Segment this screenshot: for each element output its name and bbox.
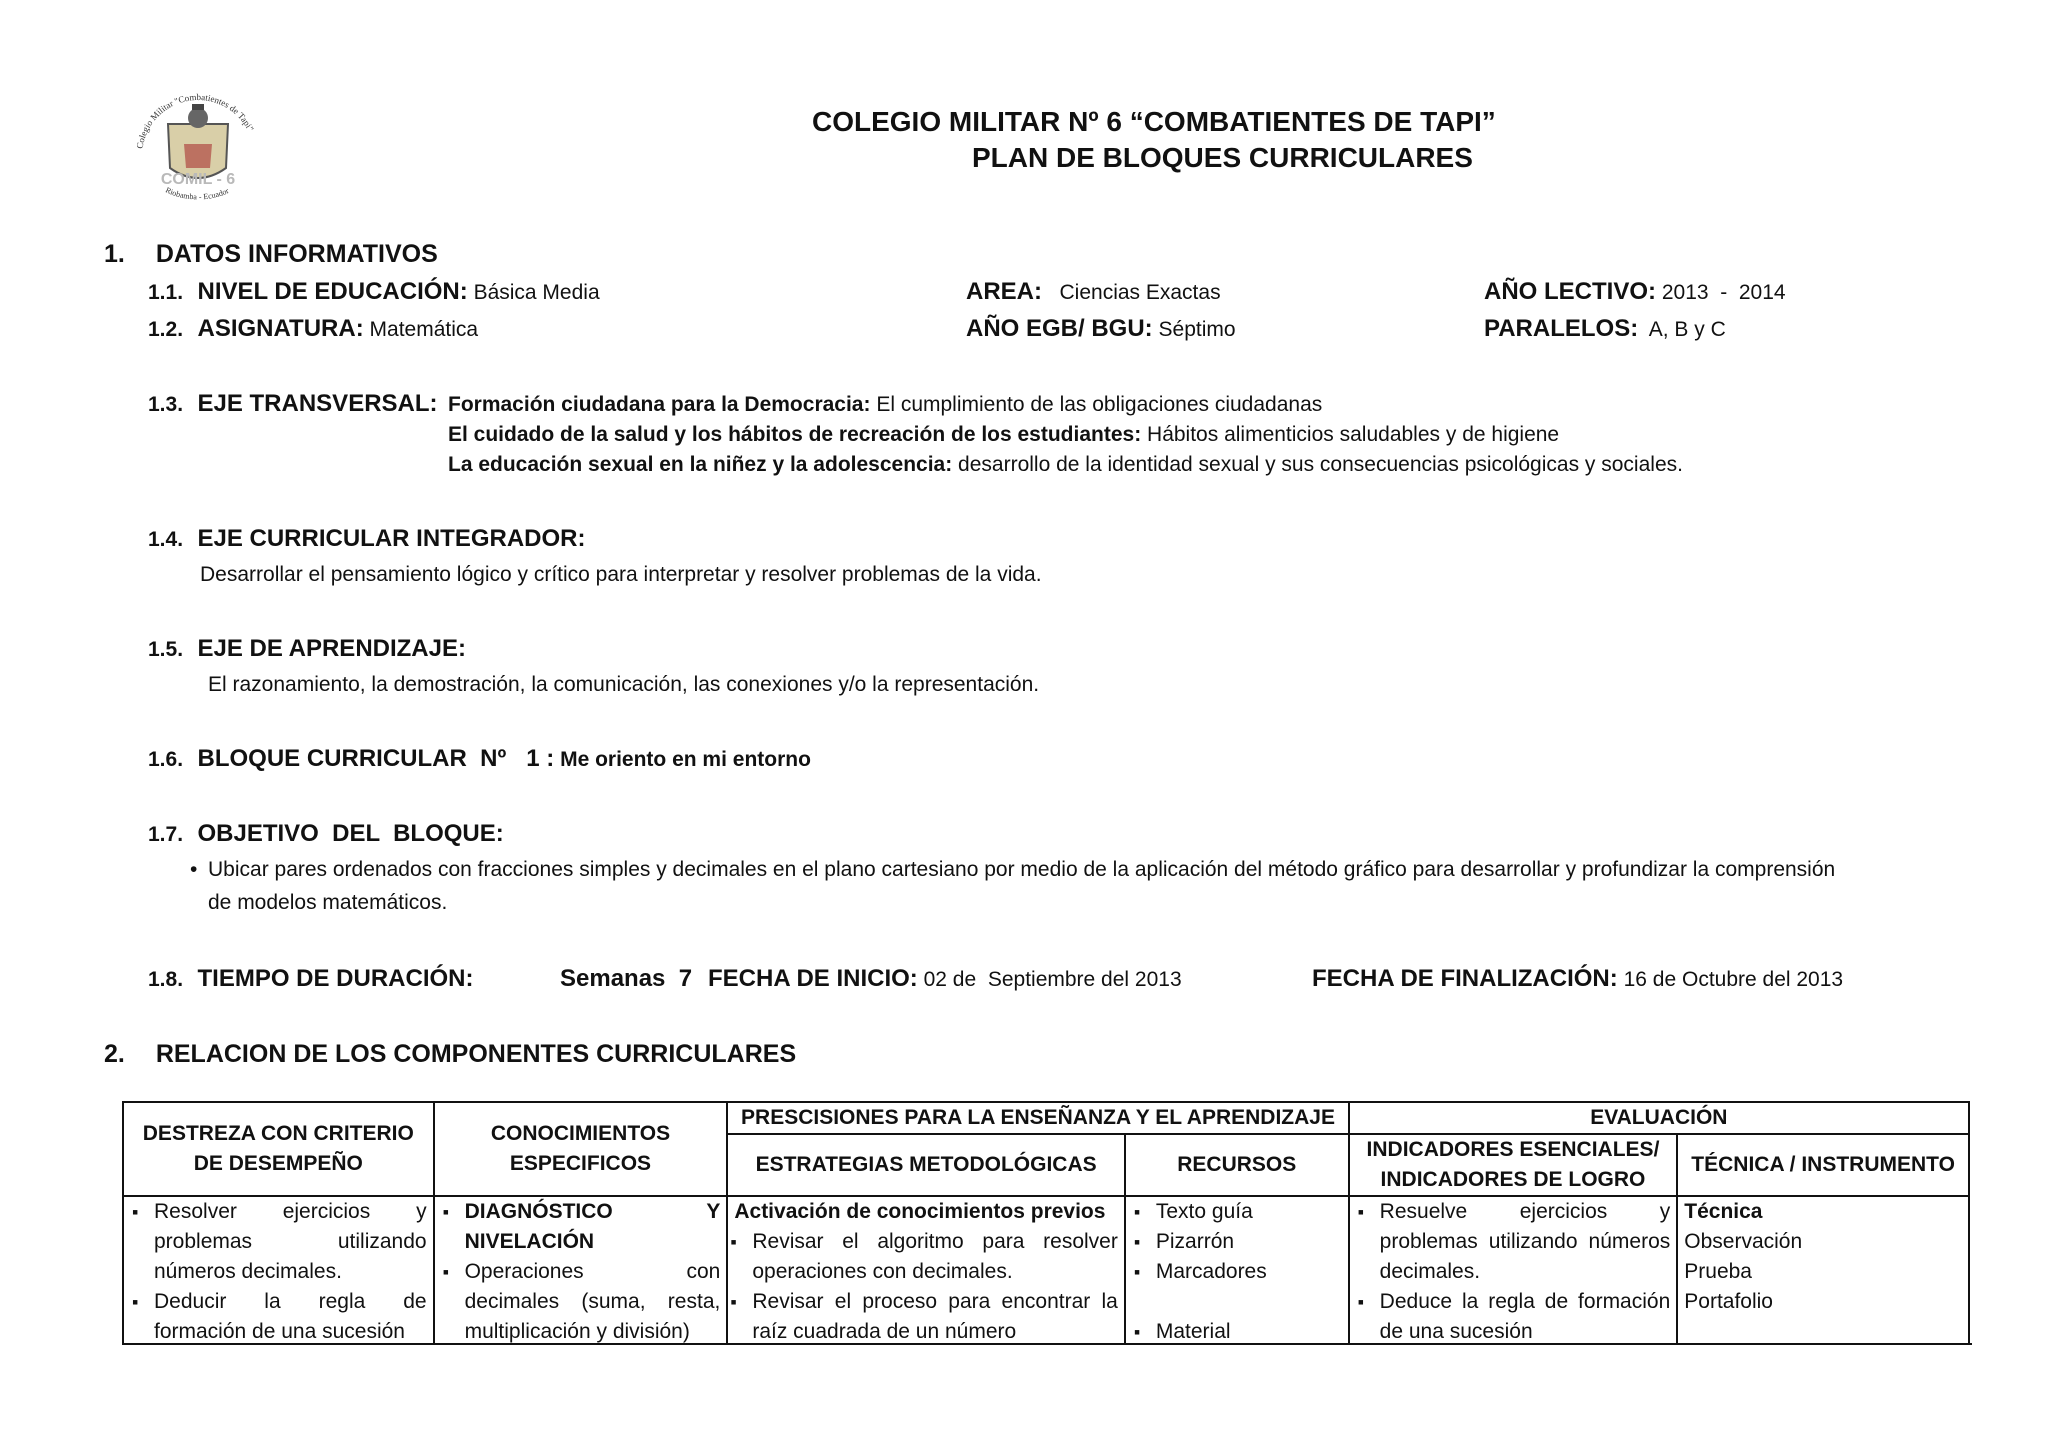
eje-transversal-line-3	[448, 453, 1683, 477]
objetivo-text-line-1: Ubicar pares ordenados con fracciones simples y decimales en el plano cartesiano por medio de la aplicación del método gráfico para desarrollar y profundizar la comprensión	[208, 858, 1836, 881]
page-bottom-clip	[0, 1343, 2048, 1448]
eje-transversal-line-1-text: El cumplimiento de las obligaciones ciudadanas	[870, 393, 1323, 416]
row-1-6-number: 1.6.	[148, 748, 184, 771]
area-field	[966, 278, 1221, 306]
nivel-label: NIVEL DE EDUCACIÓN:	[197, 278, 468, 305]
header-recursos: RECURSOS	[1125, 1134, 1349, 1196]
conocimientos-cell	[434, 1196, 728, 1348]
row-1-3	[148, 390, 438, 418]
header-destreza: DESTREZA CON CRITERIO DE DESEMPEÑO	[123, 1102, 434, 1196]
eje-transversal-line-1	[448, 393, 1322, 417]
objetivo-bullet: •	[190, 858, 198, 881]
section1-title: DATOS INFORMATIVOS	[155, 240, 438, 268]
objetivo-text-line-2: de modelos matemáticos.	[208, 891, 448, 914]
asignatura-value: Matemática	[363, 318, 479, 341]
eje-transversal-line-1-bold: Formación ciudadana para la Democracia:	[448, 393, 871, 416]
fecha-inicio-field	[708, 965, 1182, 993]
row-1-3-number: 1.3.	[148, 393, 184, 416]
fecha-fin-field	[1312, 965, 1843, 993]
plan-title: PLAN DE BLOQUES CURRICULARES	[972, 142, 1473, 173]
row-1-1-number: 1.1.	[148, 281, 184, 304]
row-1-2-number: 1.2.	[148, 318, 184, 341]
recursos-item: ▪ Marcadores	[1156, 1257, 1342, 1287]
eje-aprendizaje-text: El razonamiento, la demostración, la comunicación, las conexiones y/o la representación.	[208, 673, 1040, 696]
eje-transversal-line-3-text: desarrollo de la identidad sexual y sus consecuencias psicológicas y sociales.	[952, 453, 1683, 476]
logo-text-top: Colegio Militar "Combatientes de Tapi"	[134, 91, 256, 150]
row-1-5-number: 1.5.	[148, 638, 184, 661]
header-indicadores: INDICADORES ESENCIALES/ INDICADORES DE LOGRO	[1349, 1134, 1678, 1196]
row-1-8	[148, 965, 473, 993]
header-evaluacion: EVALUACIÓN	[1349, 1102, 1969, 1134]
indicadores-cell	[1349, 1196, 1678, 1348]
nivel-value: Básica Media	[467, 281, 600, 304]
row-1-7-number: 1.7.	[148, 823, 184, 846]
anio-lectivo-field	[1484, 278, 1786, 306]
eje-transversal-line-3-bold: La educación sexual en la niñez y la adolescencia:	[448, 453, 953, 476]
paralelos-value: A, B y C	[1638, 318, 1726, 341]
fecha-inicio-value: 02 de Septiembre del 2013	[917, 968, 1182, 991]
row-1-4-number: 1.4.	[148, 528, 184, 551]
tecnica-cell	[1677, 1196, 1969, 1348]
row-1-2	[148, 315, 478, 343]
tecnica-item: Portafolio	[1684, 1290, 1773, 1313]
estrategias-title: Activación de conocimientos previos	[734, 1200, 1106, 1223]
anio-egb-field	[966, 315, 1236, 343]
estrategias-item: ▪ Revisar el algoritmo para resolver operaciones con decimales.	[752, 1227, 1118, 1287]
area-value: Ciencias Exactas	[1042, 281, 1221, 304]
row-1-6	[148, 745, 811, 773]
section2-heading	[104, 1040, 796, 1069]
eje-transversal-line-2-bold: El cuidado de la salud y los hábitos de recreación de los estudiantes:	[448, 423, 1142, 446]
tecnica-item: Observación	[1684, 1230, 1803, 1253]
school-title: COLEGIO MILITAR Nº 6 “COMBATIENTES DE TAPI”	[812, 106, 1496, 137]
indicadores-item: ▪ Resuelve ejercicios y problemas utilizando números decimales.	[1380, 1197, 1671, 1287]
tecnica-title: Técnica	[1684, 1200, 1763, 1223]
eje-aprendizaje-label: EJE DE APRENDIZAJE:	[197, 635, 466, 662]
eje-curricular-text: Desarrollar el pensamiento lógico y crítico para interpretar y resolver problemas de la vida.	[200, 563, 1042, 586]
eje-transversal-label: EJE TRANSVERSAL:	[197, 390, 438, 417]
recursos-item: ▪ Texto guía	[1156, 1197, 1342, 1227]
fecha-inicio-label: FECHA DE INICIO:	[708, 965, 918, 992]
asignatura-label: ASIGNATURA:	[197, 315, 364, 342]
eje-curricular-label: EJE CURRICULAR INTEGRADOR:	[197, 525, 586, 552]
semanas-value: Semanas 7	[560, 965, 693, 992]
paralelos-label: PARALELOS:	[1484, 315, 1639, 342]
section2-number: 2.	[104, 1040, 125, 1068]
conocimientos-item: ▪ DIAGNÓSTICO Y NIVELACIÓN	[465, 1197, 721, 1257]
anio-lectivo-label: AÑO LECTIVO:	[1484, 278, 1656, 305]
eje-transversal-line-2	[448, 423, 1559, 447]
curricular-components-table	[122, 1101, 1970, 1349]
tiempo-label: TIEMPO DE DURACIÓN:	[197, 965, 474, 992]
row-1-1	[148, 278, 600, 306]
area-label: AREA:	[966, 278, 1042, 305]
row-1-4	[148, 525, 586, 553]
paralelos-field	[1484, 315, 1726, 343]
estrategias-item: ▪ Revisar el proceso para encontrar la raíz cuadrada de un número	[752, 1287, 1118, 1347]
section1-number: 1.	[104, 240, 125, 268]
anio-egb-value: Séptimo	[1152, 318, 1236, 341]
bloque-value: Me oriento en mi entorno	[554, 748, 811, 771]
estrategias-cell	[727, 1196, 1125, 1348]
header-tecnica: TÉCNICA / INSTRUMENTO	[1677, 1134, 1969, 1196]
section1-heading	[104, 240, 438, 269]
destreza-item: ▪ Deducir la regla de formación de una sucesión	[154, 1287, 427, 1347]
table-bottom-border	[122, 1343, 1972, 1345]
fecha-fin-label: FECHA DE FINALIZACIÓN:	[1312, 965, 1618, 992]
bloque-label: BLOQUE CURRICULAR Nº 1 :	[197, 745, 555, 772]
row-1-5	[148, 635, 466, 663]
row-1-7	[148, 820, 504, 848]
fecha-fin-value: 16 de Octubre del 2013	[1617, 968, 1844, 991]
tecnica-item: Prueba	[1684, 1260, 1752, 1283]
recursos-item: ▪ Material	[1156, 1317, 1342, 1347]
logo-text-bottom: Riobamba - Ecuador	[164, 185, 231, 202]
eje-transversal-line-2-text: Hábitos alimenticios saludables y de higiene	[1141, 423, 1560, 446]
recursos-cell	[1125, 1196, 1349, 1348]
section2-title: RELACION DE LOS COMPONENTES CURRICULARES	[155, 1040, 797, 1068]
recursos-item: ▪ Pizarrón	[1156, 1227, 1342, 1257]
row-1-8-number: 1.8.	[148, 968, 184, 991]
table-row	[123, 1196, 1969, 1348]
anio-lectivo-value: 2013 - 2014	[1656, 281, 1786, 304]
anio-egb-label: AÑO EGB/ BGU:	[966, 315, 1153, 342]
indicadores-item: ▪ Deduce la regla de formación de una sucesión	[1380, 1287, 1671, 1347]
header-conocimientos: CONOCIMIENTOS ESPECIFICOS	[434, 1102, 728, 1196]
conocimientos-item: ▪ Operaciones con decimales (suma, resta, multiplicación y división)	[465, 1257, 721, 1347]
school-crest-logo	[128, 84, 268, 214]
destreza-cell	[123, 1196, 434, 1348]
header-prescisiones: PRESCISIONES PARA LA ENSEÑANZA Y EL APRENDIZAJE	[727, 1102, 1348, 1134]
objetivo-label: OBJETIVO DEL BLOQUE:	[197, 820, 504, 847]
header-estrategias: ESTRATEGIAS METODOLÓGICAS	[727, 1134, 1125, 1196]
destreza-item: ▪ Resolver ejercicios y problemas utilizando números decimales.	[154, 1197, 427, 1287]
logo-text-mid: COMIL - 6	[160, 171, 236, 188]
